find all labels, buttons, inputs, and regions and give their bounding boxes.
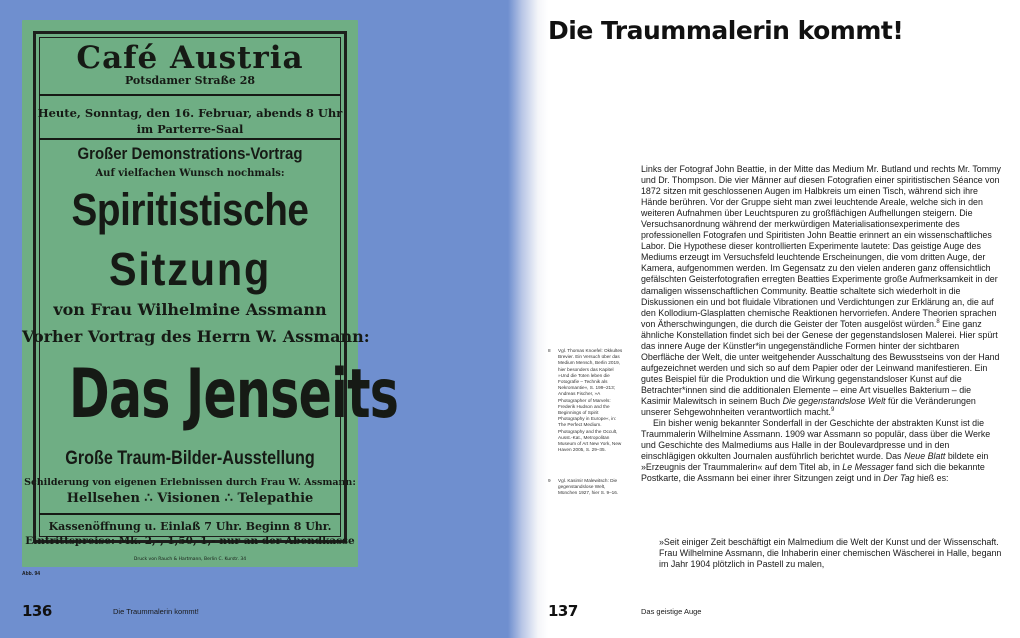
poster-jenseits: Das Jenseits	[69, 355, 399, 434]
book-title: Die gegenstandslose Welt	[782, 395, 886, 406]
quote-text: »Seit einiger Zeit beschäftigt ein Malmedium die Welt der Kunst und der Wissenschaft. Frau Wilhelmine Assmann, die Inhaberin einer chemischen Wäscherei in Halle, begann im Jahr 1904 plötzlich in Pastell zu malen,	[659, 537, 1002, 570]
text-run: bildete ein »Erzeugnis der Traummalerin« auf dem Titel ab, in	[641, 451, 989, 473]
poster-address: Potsdamer Straße 28	[124, 74, 256, 87]
left-running-head: Die Traummalerin kommt!	[113, 607, 199, 616]
footnote-number: 9	[548, 478, 551, 483]
paragraph	[641, 164, 1003, 418]
publication-title: Le Messager	[842, 462, 894, 473]
block-quote	[659, 537, 1005, 570]
footnote-ref[interactable]: 8	[936, 318, 940, 325]
text-run: hieß es:	[914, 473, 949, 484]
poster-wunsch: Auf vielfachen Wunsch nochmals:	[95, 168, 285, 179]
footnote-ref[interactable]: 9	[830, 407, 835, 414]
poster-hellsehen: Hellsehen ∴ Visionen ∴ Telepathie	[66, 491, 314, 506]
body-text	[641, 164, 1003, 484]
poster-date: Heute, Sonntag, den 16. Februar, abends 8 Uhr	[37, 106, 343, 120]
footnote-text: Vgl. Thomas Knoefel: Okkultes Brevier. Ein Versuch über das Medium Mensch, Berlin 2019, hier besonders das Kapitel »Und die Toten leben die Fotografie – Technik als Nekromantie«, S. 199–213; Andreas Fischer, »A Photographer of Marvels: Frederik Hudson and the Beginnings of Spirit Photography in Europe«, in: The Perfect Medium. Photography and the Occult, Ausst.-Kat., Metropolitan Museum of Art New York, New Haven 2005, S. 29–35.	[558, 348, 623, 453]
footnote-number: 8	[548, 348, 551, 353]
publication-title: Der Tag	[883, 473, 915, 484]
text-run: fand sich die bekannte Postkarte, die Assmann bei einer ihrer Sitzungen zeigt und in	[641, 462, 985, 484]
left-page-number: 136	[22, 602, 52, 620]
text-run: für die Veränderungen unserer Sehgewohnheiten verantwortlich macht.	[641, 395, 976, 418]
poster-sitzung: Sitzung	[108, 243, 272, 295]
footnote-text: Vgl. Kasimir Malewitsch: Die gegenstandslose Welt, München 1927, hier S. 9–16.	[558, 478, 619, 496]
text-run: Ein bisher wenig bekannter Sonderfall in der Geschichte der abstrakten Kunst ist die Traummalerin Wilhelmine Assmann. 1909 war Assmann so populär, dass über die Werke und Geschichte des Malmediums aus Halle in der Boulevardpresse und in den einschlägigen okkulten Journalen ausführlich berichtet wurde. Das	[641, 418, 991, 462]
poster-printer-line: Druck von Rauch & Hartmann, Berlin C. Kurstr. 34	[133, 557, 247, 562]
poster-herrn: Vorher Vortrag des Herrn W. Assmann:	[22, 327, 370, 346]
publication-title: Neue Blatt	[903, 451, 946, 462]
poster-schilderung: Schilderung von eigenen Erlebnissen durch Frau W. Assmann:	[24, 477, 356, 488]
text-run: Eine ganz ähnliche Konstellation findet sich bei der Genese der gegenstandslosen Malerei. Hier spürt das innere Auge der Künstler*in ungegenständliche Formen hinter der sichtbaren Oberfläche der Welt, die unter weitgehender Ausschaltung des Bewusstseins von der Hand aufgezeichnet werden und sich so auf dem Papier oder der Leinwand manifestieren. Ein gutes Beispiel für die Produktion und die Wirkung gegenstandsloser Kunst auf die Betrachter*innen sind die additionalen Elemente – eine Art visuelles Bakterium – die Kasimir Malewitsch in seinem Buch	[641, 318, 1000, 406]
poster-vortrag: Großer Demonstrations-Vortrag	[77, 144, 303, 163]
poster-saal: im Parterre-Saal	[136, 122, 244, 136]
poster-frau: von Frau Wilhelmine Assmann	[53, 300, 327, 319]
poster-divider	[39, 138, 341, 140]
poster-spiritistische: Spiritistische	[71, 184, 309, 235]
footnote	[548, 348, 624, 453]
poster-image	[22, 20, 399, 567]
poster-divider	[39, 94, 341, 96]
chapter-title: Die Traummalerin kommt!	[548, 16, 904, 45]
poster-eintritt: Eintrittspreise: Mk. 2,-, 1,50, 1,- nur an der Abendkasse	[25, 535, 355, 547]
poster-divider	[39, 513, 341, 515]
paragraph	[641, 418, 1003, 484]
right-running-head: Das geistige Auge	[641, 607, 702, 616]
footnote	[548, 478, 624, 497]
figure-caption: Abb. 94	[22, 571, 41, 577]
poster-kasse: Kassenöffnung u. Einlaß 7 Uhr. Beginn 8 Uhr.	[48, 520, 332, 533]
poster-cafe-title: Café Austria	[76, 40, 304, 76]
right-page-number: 137	[548, 602, 578, 620]
poster-ausstellung: Große Traum-Bilder-Ausstellung	[65, 448, 315, 469]
text-run: Links der Fotograf John Beattie, in der Mitte das Medium Mr. Butland und rechts Mr. Tommy und Dr. Thompson. Die vier Männer auf diesen Fotografien einer spiritistischen Séance von 1872 sitzen mit geschlossenen Augen im Halbkreis um einen Tisch, während sich ihre Hände berühren. Vor der Gruppe sieht man zwei leuchtende Areale, welche sich in den weiteren Aufnahmen über Leuchtspuren zu großflächigen Aufhellungen steigern. Die Versuchsanordnung während der merkwürdigen Materialisationsexperimente des professionellen Fotografen und Spiritisten John Beattie erinnert an ein wissenschaftliches Labor. Die Hypothese dieser kontrollierten Experimente lautete: Das geistige Auge des Mediums erzeugt im Versuchsfeld leuchtende Erscheinungen, die vom dritten Auge, der Kamera, aufgenommen werden. Im Gegensatz zu den vielen anderen ganz offensichtlich gefälschten Geisterfotografien erregten Beatties Experimente große Aufmerksamkeit in der damaligen wissenschaftlichen Community. Beattie schaltete sich wiederholt in die Diskussionen ein und bot fluidale Vibrationen und Verdichtungen zur Erklärung an, die auf den Kollodium-Glasplatten chemische Reaktionen hervorriefen. Andere Theorien sprachen von Ätherschwingungen, die durch die Geister der Toten ausgelöst würden.	[641, 164, 1001, 329]
